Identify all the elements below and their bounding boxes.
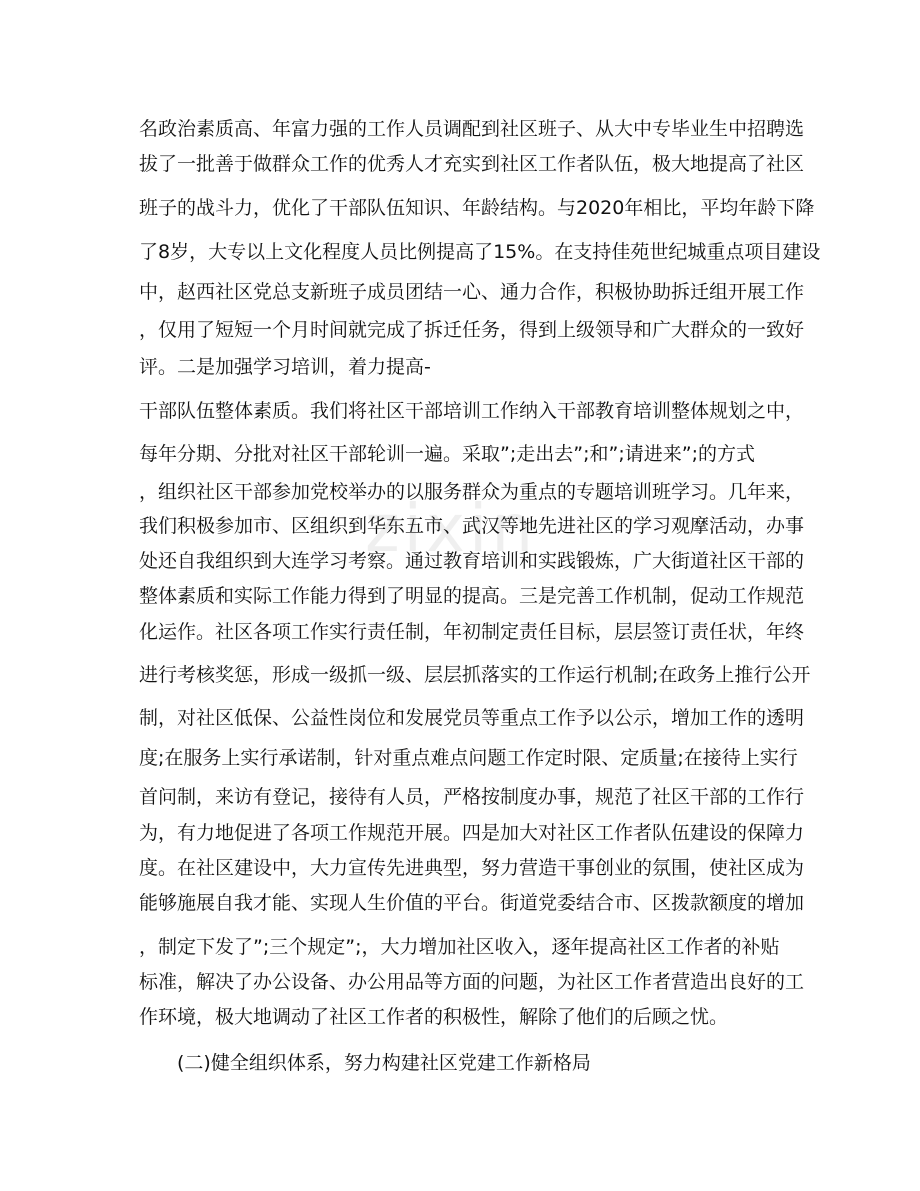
body-line: 干部队伍整体素质。我们将社区干部培训工作纳入干部教育培训整体规划之中， [139, 400, 805, 422]
body-line: 能够施展自我才能、实现人生价值的平台。街道党委结合市、区拨款额度的增加 [139, 892, 805, 914]
watermark: zixin [365, 490, 538, 567]
body-line: 班子的战斗力，优化了干部队伍知识、年龄结构。与2020年相比，平均年龄下降 [139, 197, 815, 219]
body-line: 中，赵西社区党总支新班子成员团结一心、通力合作，积极协助拆迁组开展工作 [139, 281, 805, 303]
body-line: ，制定下发了”;三个规定”;，大力增加社区收入，逐年提高社区工作者的补贴 [139, 936, 780, 958]
body-line: 进行考核奖惩，形成一级抓一级、层层抓落实的工作运行机制;在政务上推行公开 [139, 664, 811, 686]
body-line: 作环境，极大地调动了社区工作者的积极性，解除了他们的后顾之忧。 [139, 1006, 729, 1028]
body-line: 制，对社区低保、公益性岗位和发展党员等重点工作予以公示，增加工作的透明 [139, 707, 805, 729]
body-line: 每年分期、分批对社区干部轮训一遍。采取”;走出去”;和”;请进来”;的方式 [139, 443, 755, 465]
body-line: ，组织社区干部参加党校举办的以服务群众为重点的专题培训班学习。几年来， [139, 481, 805, 503]
body-line: 化运作。社区各项工作实行责任制，年初制定责任目标，层层签订责任状，年终 [139, 621, 805, 643]
body-line: 整体素质和实际工作能力得到了明显的提高。三是完善工作机制，促动工作规范 [139, 585, 805, 607]
body-line: 度。在社区建设中，大力宣传先进典型，努力营造干事创业的氛围，使社区成为 [139, 857, 805, 879]
body-line: 首问制，来访有登记，接待有人员，严格按制度办事，规范了社区干部的工作行 [139, 786, 805, 808]
body-line: 为，有力地促进了各项工作规范开展。四是加大对社区工作者队伍建设的保障力 [139, 822, 805, 844]
section-heading: (二)健全组织体系，努力构建社区党建工作新格局 [177, 1052, 591, 1074]
body-line: 标准，解决了办公设备、办公用品等方面的问题，为社区工作者营造出良好的工 [139, 971, 805, 993]
body-line: 名政治素质高、年富力强的工作人员调配到社区班子、从大中专毕业生中招聘选 [139, 118, 805, 140]
body-line: ，仅用了短短一个月时间就完成了拆迁任务，得到上级领导和广大群众的一致好 [139, 319, 805, 341]
body-line: 了8岁，大专以上文化程度人员比例提高了15%。在支持佳苑世纪城重点项目建设 [139, 241, 821, 263]
body-line: 度;在服务上实行承诺制，针对重点难点问题工作定时限、定质量;在接待上实行 [139, 747, 798, 769]
body-line: 评。二是加强学习培训，着力提高- [139, 356, 431, 378]
body-line: 我们积极参加市、区组织到华东五市、武汉等地先进社区的学习观摩活动，办事 [139, 515, 805, 537]
body-line: 处还自我组织到大连学习考察。通过教育培训和实践锻炼，广大街道社区干部的 [139, 550, 805, 572]
body-line: 拔了一批善于做群众工作的优秀人才充实到社区工作者队伍，极大地提高了社区 [139, 153, 805, 175]
